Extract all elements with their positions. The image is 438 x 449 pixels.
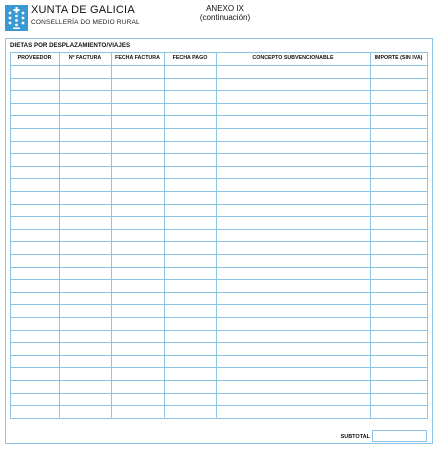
cell-fecha_factura[interactable] (111, 367, 164, 380)
cell-proveedor[interactable] (10, 380, 59, 393)
cell-fecha_pago[interactable] (164, 153, 216, 166)
cell-fecha_factura[interactable] (111, 317, 164, 330)
cell-proveedor[interactable] (10, 65, 59, 78)
cell-fecha_pago[interactable] (164, 191, 216, 204)
cell-fecha_factura[interactable] (111, 115, 164, 128)
cell-importe[interactable] (370, 216, 427, 229)
cell-proveedor[interactable] (10, 342, 59, 355)
cell-fecha_pago[interactable] (164, 367, 216, 380)
cell-importe[interactable] (370, 115, 427, 128)
cell-concepto[interactable] (216, 216, 370, 229)
cell-concepto[interactable] (216, 115, 370, 128)
cell-proveedor[interactable] (10, 191, 59, 204)
cell-proveedor[interactable] (10, 405, 59, 418)
cell-fecha_pago[interactable] (164, 241, 216, 254)
cell-importe[interactable] (370, 380, 427, 393)
cell-proveedor[interactable] (10, 241, 59, 254)
xunta-logo (5, 5, 28, 31)
cell-fecha_factura[interactable] (111, 178, 164, 191)
cell-importe[interactable] (370, 342, 427, 355)
cell-factura[interactable] (59, 367, 111, 380)
cell-concepto[interactable] (216, 153, 370, 166)
cell-factura[interactable] (59, 65, 111, 78)
column-header-fecha_factura: FECHA FACTURA (115, 55, 160, 61)
annex-title: ANEXO IX (206, 4, 244, 13)
cell-fecha_factura[interactable] (111, 279, 164, 292)
cell-proveedor[interactable] (10, 178, 59, 191)
cell-fecha_pago[interactable] (164, 317, 216, 330)
cell-concepto[interactable] (216, 405, 370, 418)
cell-proveedor[interactable] (10, 279, 59, 292)
cell-importe[interactable] (370, 65, 427, 78)
cell-concepto[interactable] (216, 367, 370, 380)
column-header-factura: Nº FACTURA (68, 55, 102, 61)
cell-concepto[interactable] (216, 317, 370, 330)
annex-subtitle: (continuación) (199, 13, 251, 22)
cell-factura[interactable] (59, 191, 111, 204)
subtotal-label: SUBTOTAL (340, 434, 370, 440)
cell-importe[interactable] (370, 279, 427, 292)
cell-fecha_factura[interactable] (111, 216, 164, 229)
cell-fecha_factura[interactable] (111, 153, 164, 166)
cell-proveedor[interactable] (10, 367, 59, 380)
column-header-proveedor: PROVEEDOR (17, 55, 52, 61)
cell-fecha_pago[interactable] (164, 304, 216, 317)
cell-importe[interactable] (370, 405, 427, 418)
cell-fecha_factura[interactable] (111, 304, 164, 317)
cell-factura[interactable] (59, 405, 111, 418)
cell-fecha_pago[interactable] (164, 279, 216, 292)
cell-proveedor[interactable] (10, 153, 59, 166)
cell-proveedor[interactable] (10, 115, 59, 128)
cell-factura[interactable] (59, 317, 111, 330)
cell-fecha_pago[interactable] (164, 90, 216, 103)
cell-factura[interactable] (59, 254, 111, 267)
cell-concepto[interactable] (216, 279, 370, 292)
cell-concepto[interactable] (216, 342, 370, 355)
column-header-concepto: CONCEPTO SUBVENCIONABLE (252, 55, 334, 61)
subtotal-field[interactable] (372, 430, 427, 442)
section-title: DIETAS POR DESPLAZAMIENTO/VIAJES (10, 42, 131, 49)
cell-factura[interactable] (59, 128, 111, 141)
cell-concepto[interactable] (216, 65, 370, 78)
cell-factura[interactable] (59, 342, 111, 355)
cell-proveedor[interactable] (10, 317, 59, 330)
cell-fecha_factura[interactable] (111, 380, 164, 393)
cell-importe[interactable] (370, 254, 427, 267)
cell-fecha_pago[interactable] (164, 115, 216, 128)
cell-proveedor[interactable] (10, 304, 59, 317)
cell-fecha_pago[interactable] (164, 216, 216, 229)
cell-concepto[interactable] (216, 191, 370, 204)
cell-factura[interactable] (59, 279, 111, 292)
cell-importe[interactable] (370, 128, 427, 141)
cell-fecha_pago[interactable] (164, 342, 216, 355)
org-subtitle: CONSELLERÍA DO MEDIO RURAL (31, 19, 140, 26)
column-header-importe: IMPORTE (SIN IVA) (374, 55, 423, 61)
column-header-fecha_pago: FECHA PAGO (172, 55, 208, 61)
cell-importe[interactable] (370, 191, 427, 204)
galicia-emblem-icon (5, 5, 28, 31)
cell-concepto[interactable] (216, 254, 370, 267)
cell-importe[interactable] (370, 317, 427, 330)
cell-proveedor[interactable] (10, 216, 59, 229)
cell-fecha_factura[interactable] (111, 128, 164, 141)
cell-factura[interactable] (59, 241, 111, 254)
cell-proveedor[interactable] (10, 254, 59, 267)
cell-concepto[interactable] (216, 304, 370, 317)
cell-factura[interactable] (59, 216, 111, 229)
cell-concepto[interactable] (216, 178, 370, 191)
cell-factura[interactable] (59, 153, 111, 166)
cell-fecha_factura[interactable] (111, 405, 164, 418)
cell-concepto[interactable] (216, 380, 370, 393)
cell-fecha_pago[interactable] (164, 65, 216, 78)
cell-factura[interactable] (59, 115, 111, 128)
cell-importe[interactable] (370, 367, 427, 380)
cell-concepto[interactable] (216, 128, 370, 141)
cell-fecha_factura[interactable] (111, 90, 164, 103)
cell-fecha_factura[interactable] (111, 254, 164, 267)
cell-factura[interactable] (59, 178, 111, 191)
cell-concepto[interactable] (216, 90, 370, 103)
cell-fecha_factura[interactable] (111, 342, 164, 355)
cell-proveedor[interactable] (10, 128, 59, 141)
cell-factura[interactable] (59, 90, 111, 103)
cell-fecha_pago[interactable] (164, 380, 216, 393)
org-title: XUNTA DE GALICIA (31, 4, 135, 16)
cell-importe[interactable] (370, 304, 427, 317)
cell-importe[interactable] (370, 178, 427, 191)
cell-fecha_factura[interactable] (111, 65, 164, 78)
cell-importe[interactable] (370, 241, 427, 254)
cell-fecha_pago[interactable] (164, 254, 216, 267)
cell-fecha_pago[interactable] (164, 128, 216, 141)
cell-concepto[interactable] (216, 241, 370, 254)
cell-factura[interactable] (59, 380, 111, 393)
cell-fecha_factura[interactable] (111, 191, 164, 204)
cell-factura[interactable] (59, 304, 111, 317)
cell-importe[interactable] (370, 90, 427, 103)
cell-fecha_factura[interactable] (111, 241, 164, 254)
cell-importe[interactable] (370, 153, 427, 166)
cell-fecha_pago[interactable] (164, 405, 216, 418)
cell-proveedor[interactable] (10, 90, 59, 103)
cell-fecha_pago[interactable] (164, 178, 216, 191)
